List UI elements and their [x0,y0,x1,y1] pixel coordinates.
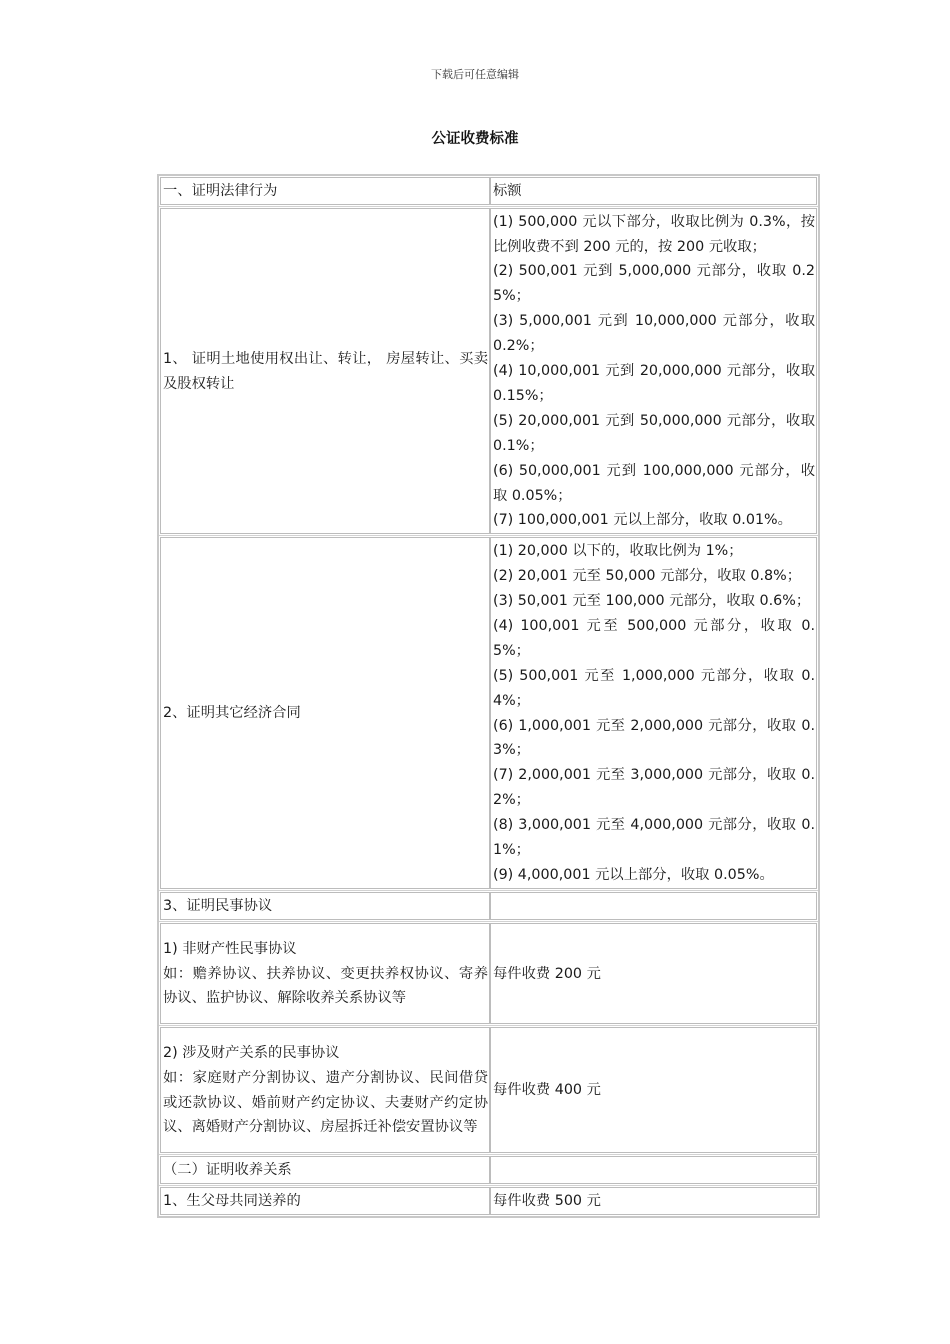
item-cell [160,1187,490,1215]
item-text: 2) 涉及财产关系的民事协议 [163,1044,340,1061]
item-text: 3、证明民事协议 [163,898,273,915]
fee-text: 每件收费 200 元 [493,965,601,982]
fee-text: (8) 3,000,001 元至 4,000,000 元部分，收取 0.1%； [493,817,815,859]
fee-text: (3) 5,000,001 元到 10,000,000 元部分，收取 0.2%； [493,313,815,355]
item-cell [160,177,490,205]
item-cell [160,537,490,889]
fee-cell [490,923,817,1024]
fee-cell [490,1027,817,1153]
fee-text: (2) 500,001 元到 5,000,000 元部分，收取 0.25%； [493,263,815,305]
fee-text: (3) 50,001 元至 100,000 元部分，收取 0.6%； [493,592,811,609]
fee-text: (1) 500,000 元以下部分，收取比例为 0.3%，按比例收费不到 200 元的，按 200 元收取； [493,213,815,255]
fee-cell [490,177,817,205]
item-cell [160,1156,490,1184]
fee-cell [490,537,817,889]
fee-text: (4) 10,000,001 元到 20,000,000 元部分，收取 0.15%； [493,363,815,404]
fee-text: (4) 100,001 元至 500,000 元部分，收取 0.5%； [493,617,815,659]
document-title: 公证收费标准 [431,131,519,147]
fee-text: (6) 50,000,001 元到 100,000,000 元部分，收取 0.05%； [493,462,815,504]
item-cell [160,1027,490,1153]
table-row [159,1025,818,1154]
item-cell [160,892,490,920]
fee-text: (5) 20,000,001 元到 50,000,000 元部分，收取 0.1%； [493,412,815,454]
fee-cell [490,1187,817,1215]
fee-text: (1) 20,000 以下的，收取比例为 1%； [493,543,743,560]
fee-cell [490,892,817,920]
fee-text: (7) 100,000,001 元以上部分，收取 0.01%。 [493,512,792,529]
fee-text: (7) 2,000,001 元至 3,000,000 元部分，收取 0.2%； [493,767,815,809]
fee-text: 每件收费 400 元 [493,1082,601,1099]
fee-text: 标额 [493,183,522,200]
fee-text: (2) 20,001 元至 50,000 元部分，收取 0.8%； [493,568,802,585]
table-row [159,890,818,921]
item-cell [160,923,490,1024]
item-text: 如：家庭财产分割协议、遗产分割协议、民间借贷或还款协议、婚前财产约定协议、夫妻财产约定协议、离婚财产分割协议、房屋拆迁补偿安置协议等 [163,1069,488,1136]
item-text: 一、证明法律行为 [163,183,278,200]
fee-cell [490,1156,817,1184]
fee-text: 每件收费 500 元 [493,1193,601,1210]
table-row [159,1185,818,1216]
fee-text: (5) 500,001 元至 1,000,000 元部分，收取 0.4%； [493,667,815,709]
item-cell [160,208,490,534]
fee-cell [490,208,817,534]
table-row [159,1154,818,1185]
fee-text: (6) 1,000,001 元至 2,000,000 元部分，收取 0.3%； [493,717,815,759]
item-text: 1、 证明土地使用权出让、转让， 房屋转让、买卖及股权转让 [163,350,488,392]
fee-standard-table [157,174,820,1218]
item-text: （二）证明收养关系 [163,1162,292,1179]
item-text: 1、生父母共同送养的 [163,1193,301,1210]
header-note: 下载后可任意编辑 [431,68,519,81]
item-text: 1) 非财产性民事协议 [163,940,297,957]
table-row [159,921,818,1025]
table-row [159,535,818,890]
table-row [159,176,818,206]
item-text: 如：赡养协议、扶养协议、变更扶养权协议、寄养协议、监护协议、解除收养关系协议等 [163,965,488,1007]
item-text: 2、证明其它经济合同 [163,705,301,722]
fee-text: (9) 4,000,001 元以上部分，收取 0.05%。 [493,866,774,883]
table-row [159,206,818,535]
